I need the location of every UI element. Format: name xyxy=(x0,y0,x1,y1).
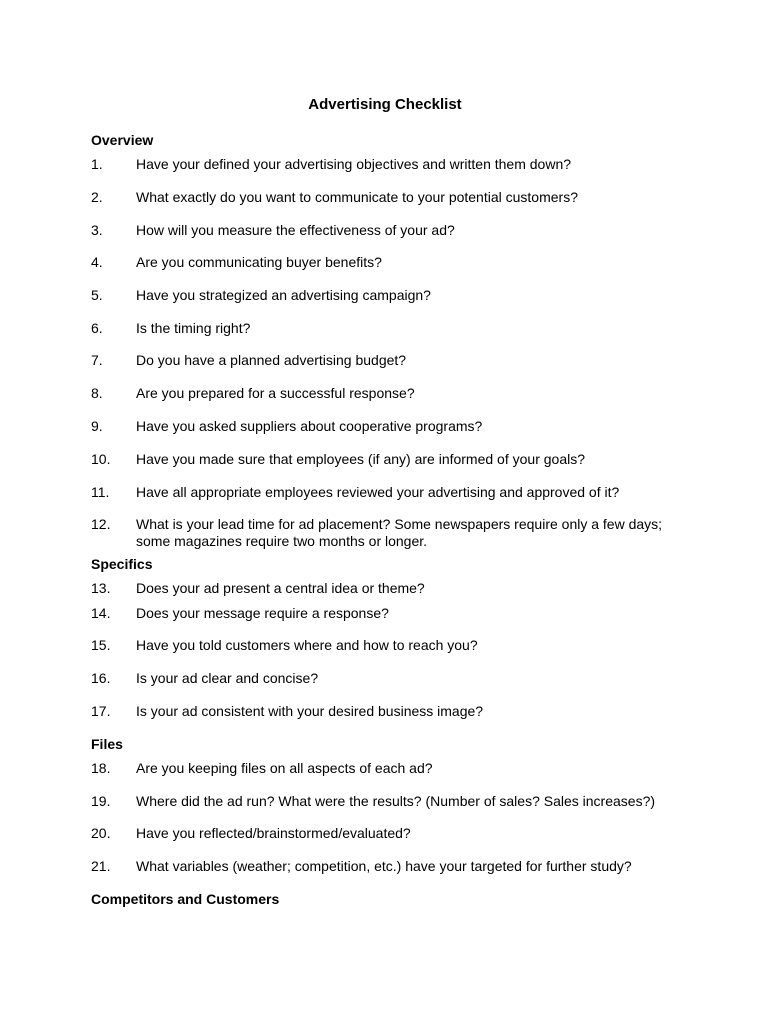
item-number: 13. xyxy=(91,580,111,596)
item-text: What exactly do you want to communicate to your potential customers? xyxy=(136,189,578,205)
item-number: 3. xyxy=(91,222,103,238)
item-text: Have you reflected/brainstormed/evaluated? xyxy=(136,825,411,841)
item-number: 2. xyxy=(91,189,103,205)
item-number: 7. xyxy=(91,352,103,368)
item-number: 15. xyxy=(91,637,111,653)
item-text: Is your ad clear and concise? xyxy=(136,670,319,686)
item-number: 17. xyxy=(91,703,111,719)
item-number: 9. xyxy=(91,418,103,434)
item-number: 20. xyxy=(91,825,111,841)
item-number: 12. xyxy=(91,516,111,532)
item-text: Does your message require a response? xyxy=(136,605,389,621)
item-number: 21. xyxy=(91,858,111,874)
item-number: 14. xyxy=(91,605,111,621)
item-text: Have you made sure that employees (if any) are informed of your goals? xyxy=(136,451,586,467)
section-heading-specifics: Specifics xyxy=(91,556,153,572)
item-text: What variables (weather; competition, etc.) have your targeted for further study? xyxy=(136,858,632,874)
item-number: 18. xyxy=(91,760,111,776)
item-text: Have all appropriate employees reviewed your advertising and approved of it? xyxy=(136,484,620,500)
section-heading-competitors: Competitors and Customers xyxy=(91,891,280,907)
document-title: Advertising Checklist xyxy=(308,96,462,113)
item-text: Are you prepared for a successful response? xyxy=(136,385,415,401)
item-text: Is the timing right? xyxy=(136,320,251,336)
item-text: Are you keeping files on all aspects of each ad? xyxy=(136,760,433,776)
item-number: 6. xyxy=(91,320,103,336)
item-text: Is your ad consistent with your desired business image? xyxy=(136,703,484,719)
item-number: 19. xyxy=(91,793,111,809)
item-text: Have you strategized an advertising campaign? xyxy=(136,287,431,303)
item-text: Have you told customers where and how to reach you? xyxy=(136,637,478,653)
item-number: 8. xyxy=(91,385,103,401)
section-heading-overview: Overview xyxy=(91,132,154,148)
item-number: 5. xyxy=(91,287,103,303)
item-text: What is your lead time for ad placement? Some newspapers require only a few days; some magazines require two months or longer. xyxy=(136,516,663,549)
item-text: Are you communicating buyer benefits? xyxy=(136,254,382,270)
item-text: Do you have a planned advertising budget? xyxy=(136,352,407,368)
section-heading-files: Files xyxy=(91,736,123,752)
item-number: 10. xyxy=(91,451,111,467)
item-number: 4. xyxy=(91,254,103,270)
item-number: 16. xyxy=(91,670,111,686)
item-number: 1. xyxy=(91,156,103,172)
item-text: How will you measure the effectiveness of your ad? xyxy=(136,222,455,238)
item-number: 11. xyxy=(91,484,110,500)
item-text: Where did the ad run? What were the results? (Number of sales? Sales increases?) xyxy=(136,793,656,809)
item-text: Have you asked suppliers about cooperative programs? xyxy=(136,418,483,434)
item-text: Have your defined your advertising objectives and written them down? xyxy=(136,156,572,172)
item-text: Does your ad present a central idea or theme? xyxy=(136,580,425,596)
